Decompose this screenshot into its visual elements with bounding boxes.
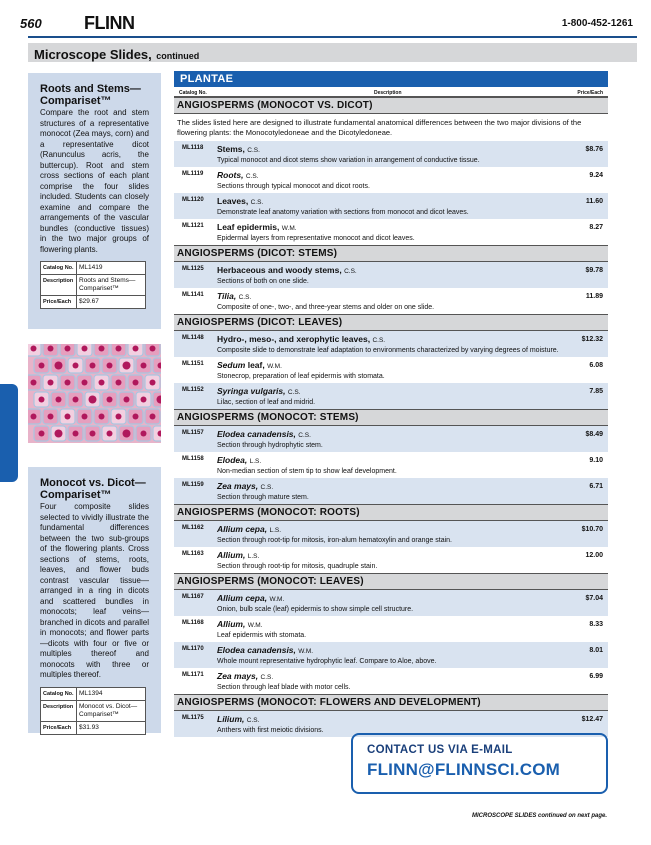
- cell-nucleus: [82, 414, 88, 420]
- cell-nucleus: [133, 414, 139, 420]
- item-preparation: W.M.: [247, 622, 263, 629]
- item-description: Demonstrate leaf anatomy variation with sections from monocot and dicot leaves.: [217, 209, 469, 216]
- item-price: $8.49: [585, 431, 603, 438]
- item-price: 8.01: [589, 647, 603, 654]
- item-title: Leaves,: [217, 196, 249, 206]
- cell-nucleus: [55, 430, 63, 438]
- catalog-item: [174, 668, 608, 694]
- item-title: Allium cepa,: [217, 593, 268, 603]
- catalog-number: ML1152: [182, 387, 204, 393]
- category-heading: ANGIOSPERMS (DICOT: LEAVES): [174, 314, 608, 331]
- item-price: 9.24: [589, 172, 603, 179]
- item-description: Leaf epidermis with stomata.: [217, 632, 307, 639]
- item-price: $9.78: [585, 267, 603, 274]
- cell-nucleus: [65, 380, 71, 386]
- cell-nucleus: [90, 363, 96, 369]
- item-name: [217, 524, 608, 536]
- catalog-label: Catalog No.: [41, 262, 77, 275]
- item-description: Composite slide to demonstrate leaf adaptation to environments characterized by varying degrees of moisture.: [217, 347, 559, 354]
- item-name: [217, 170, 608, 182]
- item-title: Elodea,: [217, 455, 248, 465]
- side-tab: [0, 384, 18, 482]
- catalog-item: [174, 141, 608, 167]
- catalog-item: [174, 262, 608, 288]
- cell-nucleus: [89, 396, 97, 404]
- item-name: [217, 334, 608, 346]
- item-description: Stonecrop, preparation of leaf epidermis with stomata.: [217, 373, 385, 380]
- sidebar-title-line2: Compariset™: [40, 95, 112, 107]
- price-label: Price/Each: [41, 296, 77, 309]
- item-price: 7.85: [589, 388, 603, 395]
- cell-nucleus: [107, 431, 113, 437]
- cell-nucleus: [141, 397, 147, 403]
- item-title: Allium,: [217, 550, 246, 560]
- item-title: Lilium,: [217, 714, 245, 724]
- plantae-catalog: [174, 71, 608, 737]
- item-description: Onion, bulb scale (leaf) epidermis to show simple cell structure.: [217, 606, 414, 613]
- catalog-label: Catalog No.: [41, 687, 77, 700]
- cell-nucleus: [82, 346, 88, 352]
- col-description: Description: [374, 90, 402, 96]
- sidebar-title-line1: Monocot vs. Dicot—: [40, 477, 146, 489]
- item-name: [217, 360, 608, 372]
- catalog-number: ML1151: [182, 361, 204, 367]
- item-preparation: C.S.: [260, 674, 274, 681]
- price-value: $29.67: [77, 296, 146, 309]
- description-value: Monocot vs. Dicot—Compariset™: [77, 700, 146, 721]
- item-name: [217, 144, 608, 156]
- item-price: 6.71: [589, 483, 603, 490]
- contact-email-link[interactable]: FLINN@FLINNSCI.COM: [367, 760, 560, 779]
- description-label: Description: [41, 275, 77, 296]
- item-description: Anthers with first meiotic divisions.: [217, 727, 324, 734]
- catalog-item: [174, 167, 608, 193]
- item-name: [217, 455, 608, 467]
- item-description: Section through leaf blade with motor cells.: [217, 684, 351, 691]
- item-title: Elodea canadensis,: [217, 645, 296, 655]
- item-price: 12.00: [585, 552, 603, 559]
- category-heading: ANGIOSPERMS (MONOCOT: STEMS): [174, 409, 608, 426]
- catalog-number: ML1163: [182, 551, 204, 557]
- item-price: $7.04: [585, 595, 603, 602]
- item-description: Section through hydrophytic stem.: [217, 442, 323, 449]
- intro-text: The slides listed here are designed to illustrate fundamental anatomical differences between the two major divisions of the flowering plants: the Monocotyledoneae and the Dicotyledoneae.: [177, 118, 582, 137]
- item-name: [217, 645, 608, 657]
- item-preparation: C.S.: [372, 337, 386, 344]
- item-description: Sections of both on one slide.: [217, 278, 309, 285]
- cell-nucleus: [133, 380, 139, 386]
- category-heading: ANGIOSPERMS (MONOCOT VS. DICOT): [174, 97, 608, 114]
- catalog-item: [174, 193, 608, 219]
- catalog-item: [174, 547, 608, 573]
- item-description: Whole mount representative hydrophytic leaf. Compare to Aloe, above.: [217, 658, 437, 665]
- cell-nucleus: [90, 431, 96, 437]
- cell-nucleus: [56, 397, 62, 403]
- item-title: Herbaceous and woody stems,: [217, 265, 342, 275]
- cell-nucleus: [55, 362, 63, 370]
- phone-number[interactable]: 1-800-452-1261: [561, 18, 633, 29]
- catalog-number: ML1159: [182, 482, 204, 488]
- catalog-number: ML1170: [182, 646, 204, 652]
- catalog-number: ML1125: [182, 266, 204, 272]
- price-label: Price/Each: [41, 721, 77, 734]
- catalog-item: [174, 616, 608, 642]
- item-preparation: C.S.: [238, 294, 252, 301]
- cell-nucleus: [116, 346, 122, 352]
- catalog-number: ML1419: [77, 262, 146, 275]
- item-price: 8.33: [589, 621, 603, 628]
- cell-nucleus: [31, 414, 37, 420]
- cell-nucleus: [39, 431, 45, 437]
- catalog-item: [174, 642, 608, 668]
- item-title: Zea mays,: [217, 671, 259, 681]
- cell-nucleus: [73, 363, 79, 369]
- item-title: Allium,: [217, 619, 246, 629]
- cell-nucleus: [99, 380, 105, 386]
- catalog-number: ML1118: [182, 145, 204, 151]
- catalog-groups: [174, 97, 608, 737]
- catalog-number: ML1121: [182, 223, 204, 229]
- micrograph-image: [28, 344, 161, 443]
- header-rule: [28, 36, 637, 38]
- catalog-number: ML1175: [182, 715, 204, 721]
- sidebar-box-monocot-dicot: [28, 467, 161, 733]
- item-price: $12.32: [581, 336, 603, 343]
- item-description: Composite of one-, two-, and three-year stems and older on one slide.: [217, 304, 435, 311]
- item-preparation: L.S.: [249, 458, 262, 465]
- item-preparation: C.S.: [245, 173, 259, 180]
- catalog-number: ML1141: [182, 292, 204, 298]
- catalog-number: ML1119: [182, 171, 204, 177]
- item-price: $12.47: [581, 716, 603, 723]
- sidebar-title-line1: Roots and Stems—: [40, 83, 141, 95]
- cell-nucleus: [150, 346, 156, 352]
- sidebar-title-line2: Compariset™: [40, 489, 112, 501]
- page-number: 560: [20, 16, 42, 31]
- cell-nucleus: [107, 363, 113, 369]
- cell-nucleus: [65, 414, 71, 420]
- section-continued: continued: [156, 51, 200, 61]
- cell-nucleus: [116, 414, 122, 420]
- catalog-number: ML1157: [182, 430, 204, 436]
- item-preparation: W.M.: [269, 596, 285, 603]
- catalog-item: [174, 452, 608, 478]
- item-name: [217, 386, 608, 398]
- cell-nucleus: [116, 380, 122, 386]
- item-price: 11.60: [585, 198, 603, 205]
- footer-note: MICROSCOPE SLIDES continued on next page.: [471, 813, 607, 819]
- item-name: [217, 671, 608, 683]
- item-preparation: C.S.: [344, 268, 357, 275]
- section-title: Microscope Slides,: [34, 47, 152, 62]
- description-value: Roots and Stems—Compariset™: [77, 275, 146, 296]
- item-name: [217, 429, 608, 441]
- cell-nucleus: [141, 431, 147, 437]
- item-title: Hydro-, meso-, and xerophytic leaves,: [217, 334, 371, 344]
- description-label: Description: [41, 700, 77, 721]
- catalog-item: [174, 219, 608, 245]
- item-name: [217, 593, 608, 605]
- item-preparation: C.S.: [247, 147, 260, 154]
- item-price: 11.89: [585, 293, 603, 300]
- cell-nucleus: [107, 397, 113, 403]
- column-headers: [174, 87, 608, 97]
- item-description: Section through mature stem.: [217, 494, 309, 501]
- catalog-number: ML1394: [77, 687, 146, 700]
- item-name: [217, 714, 608, 726]
- catalog-item: [174, 478, 608, 504]
- item-preparation: W.M.: [298, 648, 314, 655]
- item-title: Tilia,: [217, 291, 237, 301]
- item-description: Typical monocot and dicot stems show variation in arrangement of conductive tissue.: [217, 157, 480, 164]
- item-description: Section through root-tip for mitosis, iron-alum hematoxylin and orange stain.: [217, 537, 453, 544]
- item-price: $10.70: [581, 526, 603, 533]
- cell-nucleus: [124, 397, 130, 403]
- cell-nucleus: [39, 397, 45, 403]
- cell-nucleus: [31, 380, 37, 386]
- price-value: $31.93: [77, 721, 146, 734]
- category-heading: ANGIOSPERMS (MONOCOT: ROOTS): [174, 504, 608, 521]
- item-title: Elodea canadensis,: [217, 429, 296, 439]
- cell-nucleus: [31, 346, 37, 352]
- cell-nucleus: [73, 431, 79, 437]
- cell-nucleus: [39, 363, 45, 369]
- item-name: [217, 196, 608, 208]
- cell-nucleus: [48, 414, 54, 420]
- cell-nucleus: [123, 362, 131, 370]
- sidebar-box-roots-stems: [28, 73, 161, 329]
- catalog-item: [174, 383, 608, 409]
- catalog-number: ML1120: [182, 197, 204, 203]
- catalog-number: ML1148: [182, 335, 204, 341]
- item-preparation: C.S.: [287, 389, 301, 396]
- col-catalog: Catalog No.: [179, 90, 207, 96]
- item-preparation: C.S.: [260, 484, 274, 491]
- cell-nucleus: [65, 346, 71, 352]
- item-preparation: L.S.: [269, 527, 282, 534]
- contact-box[interactable]: [351, 733, 608, 794]
- item-title-suffix: leaf,: [245, 360, 265, 370]
- catalog-number: ML1171: [182, 672, 204, 678]
- item-name: [217, 265, 608, 277]
- cell-nucleus: [99, 414, 105, 420]
- sidebar-description: Compare the root and stem structures of a representative monocot (Zea mays, corn) and a representative dicot (Ranunculus acris, the buttercup). Root and stem cross sections of each plant comprise the four slides included. Students can closely examine and compare the arrangements of the vascular bundles (conductive tissues) in the two major groups of flowering plants.: [40, 108, 149, 254]
- item-preparation: W.M.: [267, 363, 282, 370]
- cell-nucleus: [48, 380, 54, 386]
- flinn-logo: FLINN: [84, 13, 135, 33]
- catalog-item: [174, 288, 608, 314]
- item-price: $8.76: [585, 146, 603, 153]
- cell-nucleus: [82, 380, 88, 386]
- catalog-item: [174, 426, 608, 452]
- item-title: Syringa vulgaris,: [217, 386, 286, 396]
- catalog-number: ML1168: [182, 620, 204, 626]
- catalog-number: ML1162: [182, 525, 204, 531]
- plantae-title: PLANTAE: [174, 71, 608, 87]
- item-description: Non-median section of stem tip to show leaf development.: [217, 468, 397, 475]
- item-title: Roots,: [217, 170, 244, 180]
- item-title: Allium cepa,: [217, 524, 268, 534]
- item-price: 6.99: [589, 673, 603, 680]
- item-preparation: C.S.: [250, 199, 264, 206]
- item-description: Lilac, section of leaf and midrid.: [217, 399, 316, 406]
- category-heading: ANGIOSPERMS (DICOT: STEMS): [174, 245, 608, 262]
- item-description: Epidermal layers from representative monocot and dicot leaves.: [217, 235, 415, 242]
- cell-nucleus: [123, 430, 131, 438]
- sidebar-order-table: [40, 687, 146, 735]
- cell-nucleus: [150, 380, 156, 386]
- catalog-item: [174, 357, 608, 383]
- catalog-item: [174, 331, 608, 357]
- cell-nucleus: [99, 346, 105, 352]
- item-preparation: L.S.: [247, 553, 260, 560]
- category-heading: ANGIOSPERMS (MONOCOT: LEAVES): [174, 573, 608, 590]
- item-price: 9.10: [589, 457, 603, 464]
- item-preparation: W.M.: [281, 225, 297, 232]
- item-price: 8.27: [589, 224, 603, 231]
- section-header: [28, 43, 637, 62]
- cell-nucleus: [150, 414, 156, 420]
- item-title: Leaf epidermis,: [217, 222, 280, 232]
- catalog-number: ML1167: [182, 594, 204, 600]
- item-title: Sedum: [217, 360, 246, 370]
- item-name: [217, 481, 608, 493]
- catalog-item: [174, 590, 608, 616]
- cell-nucleus: [133, 346, 139, 352]
- item-preparation: C.S.: [246, 717, 260, 724]
- col-price: Price/Each: [577, 90, 603, 96]
- item-title: Stems,: [217, 144, 245, 154]
- item-name: [217, 619, 608, 631]
- item-title: Zea mays,: [217, 481, 259, 491]
- item-name: [217, 550, 608, 562]
- cell-nucleus: [73, 397, 79, 403]
- catalog-number: ML1158: [182, 456, 204, 462]
- category-heading: ANGIOSPERMS (MONOCOT: FLOWERS AND DEVELOPMENT): [174, 694, 608, 711]
- catalog-item: [174, 521, 608, 547]
- item-name: [217, 222, 608, 234]
- item-price: 6.08: [589, 362, 603, 369]
- item-name: [217, 291, 608, 303]
- sidebar-order-table: [40, 261, 146, 309]
- item-description: Section through root-tip for mitosis, quadruple stain.: [217, 563, 378, 570]
- sidebar-description: Four composite slides selected to vividly illustrate the fundamental differences between the two sub-groups of the flowering plants. Cross sections of stems, roots, leaves, and flower buds contrast vascular tissue—arranged in a ring in dicots and scattered bundles in monocots; leaf veins—branched in dicots and parallel in monocots; and flower parts—dicots with four or five or multiples thereof and monocots with three or multiples thereof.: [40, 502, 149, 679]
- cell-nucleus: [48, 346, 54, 352]
- item-preparation: C.S.: [298, 432, 311, 439]
- cell-nucleus: [141, 363, 147, 369]
- contact-heading: CONTACT US VIA E-MAIL: [367, 744, 513, 756]
- item-description: Sections through typical monocot and dicot roots.: [217, 183, 370, 190]
